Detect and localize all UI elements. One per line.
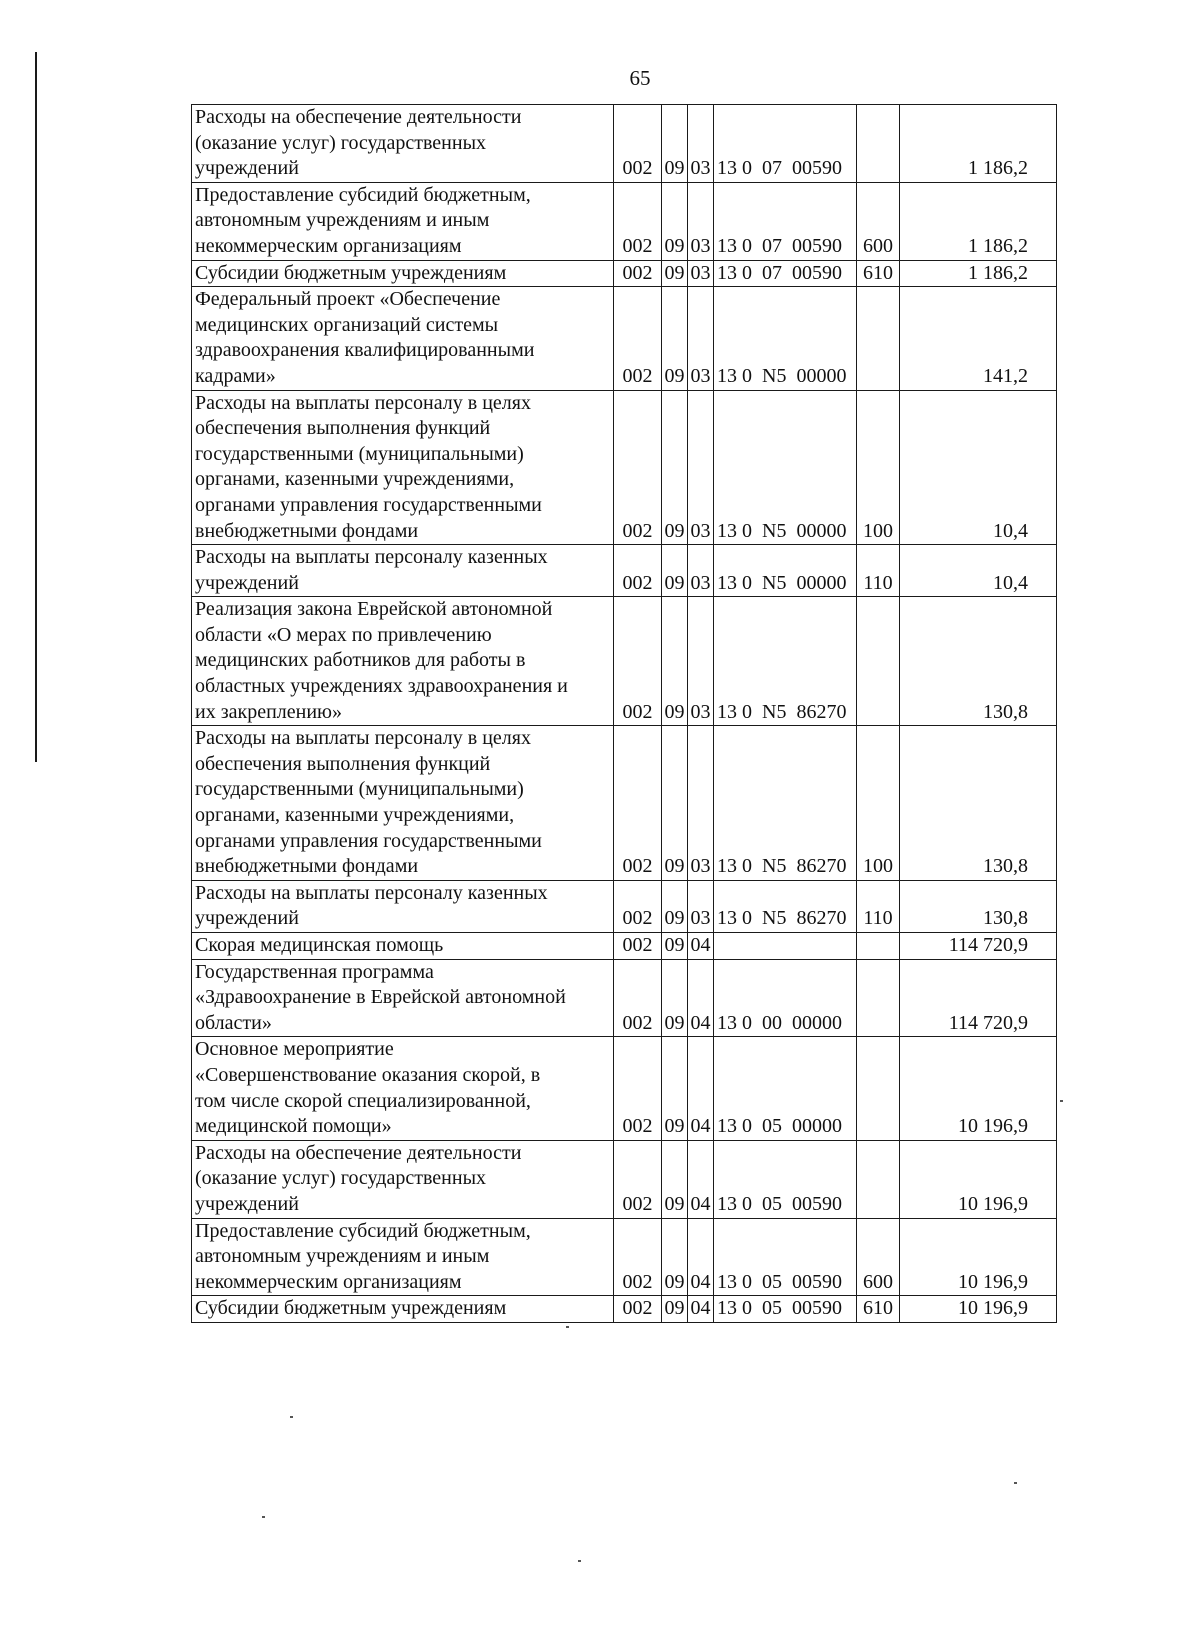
ministry-code: 002	[614, 597, 662, 726]
section-code: 09	[662, 933, 688, 960]
ministry-code: 002	[614, 182, 662, 260]
target-article-code: 13 0 07 00590	[714, 182, 857, 260]
expense-type-code	[857, 959, 900, 1037]
expense-type-code	[857, 287, 900, 390]
scan-speck	[290, 1416, 293, 1418]
ministry-code: 002	[614, 287, 662, 390]
ministry-code: 002	[614, 1296, 662, 1323]
table-row	[192, 726, 1057, 881]
amount: 10,4	[900, 390, 1057, 545]
scan-speck	[578, 1560, 581, 1562]
row-description: Государственная программа «Здравоохранение в Еврейской автономной области»	[192, 959, 614, 1037]
section-code: 09	[662, 726, 688, 881]
scan-speck	[566, 1326, 569, 1328]
subsection-code: 03	[688, 105, 714, 183]
target-article-code: 13 0 N5 86270	[714, 597, 857, 726]
ministry-code: 002	[614, 105, 662, 183]
subsection-code: 03	[688, 545, 714, 597]
expense-type-code: 600	[857, 182, 900, 260]
subsection-code: 04	[688, 1296, 714, 1323]
budget-table	[191, 104, 1057, 1323]
row-description: Субсидии бюджетным учреждениям	[192, 1296, 614, 1323]
section-code: 09	[662, 1037, 688, 1140]
subsection-code: 03	[688, 880, 714, 932]
ministry-code: 002	[614, 1037, 662, 1140]
ministry-code: 002	[614, 880, 662, 932]
subsection-code: 03	[688, 390, 714, 545]
row-description: Расходы на обеспечение деятельности (оказание услуг) государственных учреждений	[192, 1140, 614, 1218]
section-code: 09	[662, 1140, 688, 1218]
subsection-code: 04	[688, 1140, 714, 1218]
table-row	[192, 1296, 1057, 1323]
section-code: 09	[662, 1296, 688, 1323]
table-row	[192, 182, 1057, 260]
row-description: Расходы на обеспечение деятельности (оказание услуг) государственных учреждений	[192, 105, 614, 183]
row-description: Реализация закона Еврейской автономной области «О мерах по привлечению медицинских работников для работы в областных учреждениях здравоохранения и их закреплению»	[192, 597, 614, 726]
expense-type-code: 600	[857, 1218, 900, 1296]
subsection-code: 03	[688, 726, 714, 881]
row-description: Предоставление субсидий бюджетным, автономным учреждениям и иным некоммерческим организациям	[192, 182, 614, 260]
section-code: 09	[662, 959, 688, 1037]
subsection-code: 03	[688, 260, 714, 287]
ministry-code: 002	[614, 390, 662, 545]
table-row	[192, 390, 1057, 545]
table-row	[192, 1037, 1057, 1140]
table-row	[192, 1218, 1057, 1296]
target-article-code: 13 0 05 00590	[714, 1218, 857, 1296]
amount: 10 196,9	[900, 1140, 1057, 1218]
ministry-code: 002	[614, 260, 662, 287]
target-article-code	[714, 933, 857, 960]
table-row	[192, 545, 1057, 597]
ministry-code: 002	[614, 959, 662, 1037]
row-description: Расходы на выплаты персоналу в целях обеспечения выполнения функций государственными (муниципальными) органами, казенными учреждениями, органами управления государственными внебюджетными фондами	[192, 390, 614, 545]
ministry-code: 002	[614, 545, 662, 597]
amount: 130,8	[900, 880, 1057, 932]
section-code: 09	[662, 390, 688, 545]
target-article-code: 13 0 N5 86270	[714, 726, 857, 881]
row-description: Скорая медицинская помощь	[192, 933, 614, 960]
row-description: Расходы на выплаты персоналу казенных учреждений	[192, 545, 614, 597]
expense-type-code: 100	[857, 726, 900, 881]
ministry-code: 002	[614, 933, 662, 960]
scan-speck	[262, 1516, 265, 1518]
target-article-code: 13 0 05 00000	[714, 1037, 857, 1140]
row-description: Федеральный проект «Обеспечение медицинских организаций системы здравоохранения квалифицированными кадрами»	[192, 287, 614, 390]
target-article-code: 13 0 N5 00000	[714, 287, 857, 390]
row-description: Расходы на выплаты персоналу в целях обеспечения выполнения функций государственными (муниципальными) органами, казенными учреждениями, органами управления государственными внебюджетными фондами	[192, 726, 614, 881]
row-description: Предоставление субсидий бюджетным, автономным учреждениям и иным некоммерческим организациям	[192, 1218, 614, 1296]
section-code: 09	[662, 597, 688, 726]
row-description: Субсидии бюджетным учреждениям	[192, 260, 614, 287]
expense-type-code	[857, 933, 900, 960]
target-article-code: 13 0 05 00590	[714, 1140, 857, 1218]
ministry-code: 002	[614, 1140, 662, 1218]
row-description: Расходы на выплаты персоналу казенных учреждений	[192, 880, 614, 932]
scan-speck	[1060, 1100, 1063, 1102]
amount: 141,2	[900, 287, 1057, 390]
section-code: 09	[662, 182, 688, 260]
section-code: 09	[662, 260, 688, 287]
amount: 130,8	[900, 726, 1057, 881]
expense-type-code: 100	[857, 390, 900, 545]
subsection-code: 03	[688, 287, 714, 390]
scan-speck	[1014, 1482, 1017, 1484]
target-article-code: 13 0 07 00590	[714, 260, 857, 287]
target-article-code: 13 0 N5 00000	[714, 390, 857, 545]
ministry-code: 002	[614, 726, 662, 881]
target-article-code: 13 0 07 00590	[714, 105, 857, 183]
target-article-code: 13 0 00 00000	[714, 959, 857, 1037]
subsection-code: 04	[688, 1037, 714, 1140]
expense-type-code	[857, 1037, 900, 1140]
expense-type-code: 610	[857, 260, 900, 287]
page-number: 65	[629, 66, 651, 90]
amount: 10 196,9	[900, 1218, 1057, 1296]
table-row	[192, 880, 1057, 932]
subsection-code: 03	[688, 182, 714, 260]
amount: 1 186,2	[900, 105, 1057, 183]
ministry-code: 002	[614, 1218, 662, 1296]
table-row	[192, 933, 1057, 960]
amount: 114 720,9	[900, 959, 1057, 1037]
subsection-code: 04	[688, 933, 714, 960]
amount: 1 186,2	[900, 260, 1057, 287]
amount: 1 186,2	[900, 182, 1057, 260]
table-row	[192, 287, 1057, 390]
expense-type-code: 610	[857, 1296, 900, 1323]
target-article-code: 13 0 N5 00000	[714, 545, 857, 597]
section-code: 09	[662, 880, 688, 932]
target-article-code: 13 0 05 00590	[714, 1296, 857, 1323]
subsection-code: 03	[688, 597, 714, 726]
table-row	[192, 1140, 1057, 1218]
section-code: 09	[662, 287, 688, 390]
expense-type-code	[857, 1140, 900, 1218]
amount: 10 196,9	[900, 1296, 1057, 1323]
amount: 10,4	[900, 545, 1057, 597]
table-row	[192, 597, 1057, 726]
scan-edge-line	[35, 52, 37, 762]
table-row	[192, 260, 1057, 287]
amount: 10 196,9	[900, 1037, 1057, 1140]
expense-type-code: 110	[857, 545, 900, 597]
section-code: 09	[662, 1218, 688, 1296]
expense-type-code: 110	[857, 880, 900, 932]
amount: 114 720,9	[900, 933, 1057, 960]
expense-type-code	[857, 105, 900, 183]
row-description: Основное мероприятие «Совершенствование оказания скорой, в том числе скорой специализированной, медицинской помощи»	[192, 1037, 614, 1140]
table-row	[192, 105, 1057, 183]
amount: 130,8	[900, 597, 1057, 726]
subsection-code: 04	[688, 1218, 714, 1296]
table-row	[192, 959, 1057, 1037]
section-code: 09	[662, 545, 688, 597]
subsection-code: 04	[688, 959, 714, 1037]
section-code: 09	[662, 105, 688, 183]
expense-type-code	[857, 597, 900, 726]
target-article-code: 13 0 N5 86270	[714, 880, 857, 932]
